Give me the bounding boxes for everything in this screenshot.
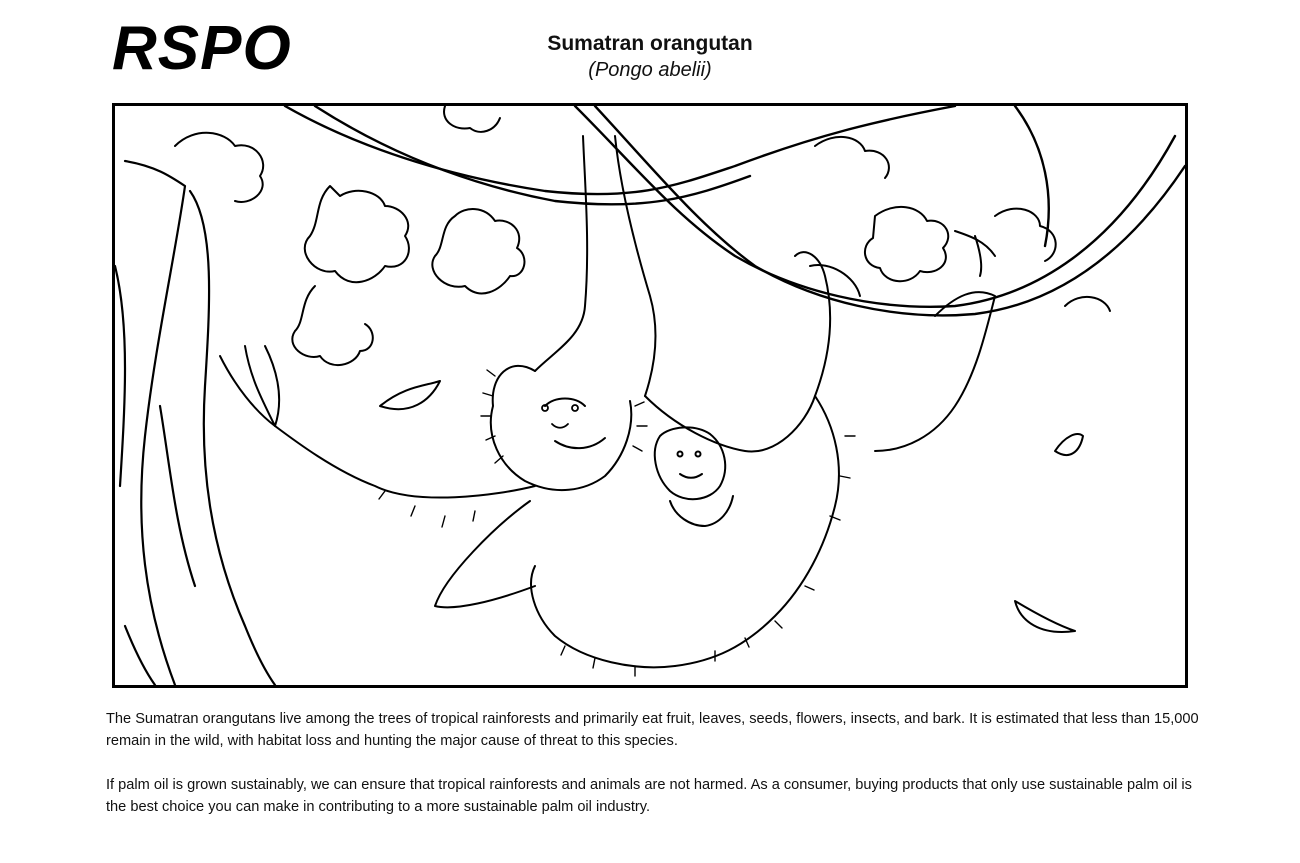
page-title: Sumatran orangutan: [547, 32, 753, 55]
page-subtitle: (Pongo abelii): [588, 59, 712, 82]
baby-orangutan-icon: [655, 427, 733, 526]
title-block: [450, 32, 850, 82]
tree-trunk-icon: [115, 161, 275, 685]
vine-icon: [285, 106, 1185, 315]
description-paragraph: The Sumatran orangutans live among the trees of tropical rainforests and primarily eat fruit, leaves, seeds, flowers, insects, and bark. It is estimated that less than 15,000 remain in the wild, with habitat loss and hunting the major cause of threat to this species.: [106, 711, 1199, 749]
fur-texture-icon: [379, 370, 855, 676]
orangutan-face-icon: [542, 405, 578, 428]
sustainability-paragraph: If palm oil is grown sustainably, we can ensure that tropical rainforests and animals are not harmed. As a consumer, buying products that only use sustainable palm oil is the best choice you can make in contributing to a more sustainable palm oil industry.: [106, 777, 1192, 815]
illustration-frame: [112, 103, 1188, 688]
falling-leaf-icon: [380, 381, 1083, 632]
rspo-logo: RSPO: [112, 14, 292, 83]
orangutan-body-icon: [220, 136, 995, 667]
orangutan-illustration-icon: [115, 106, 1185, 685]
